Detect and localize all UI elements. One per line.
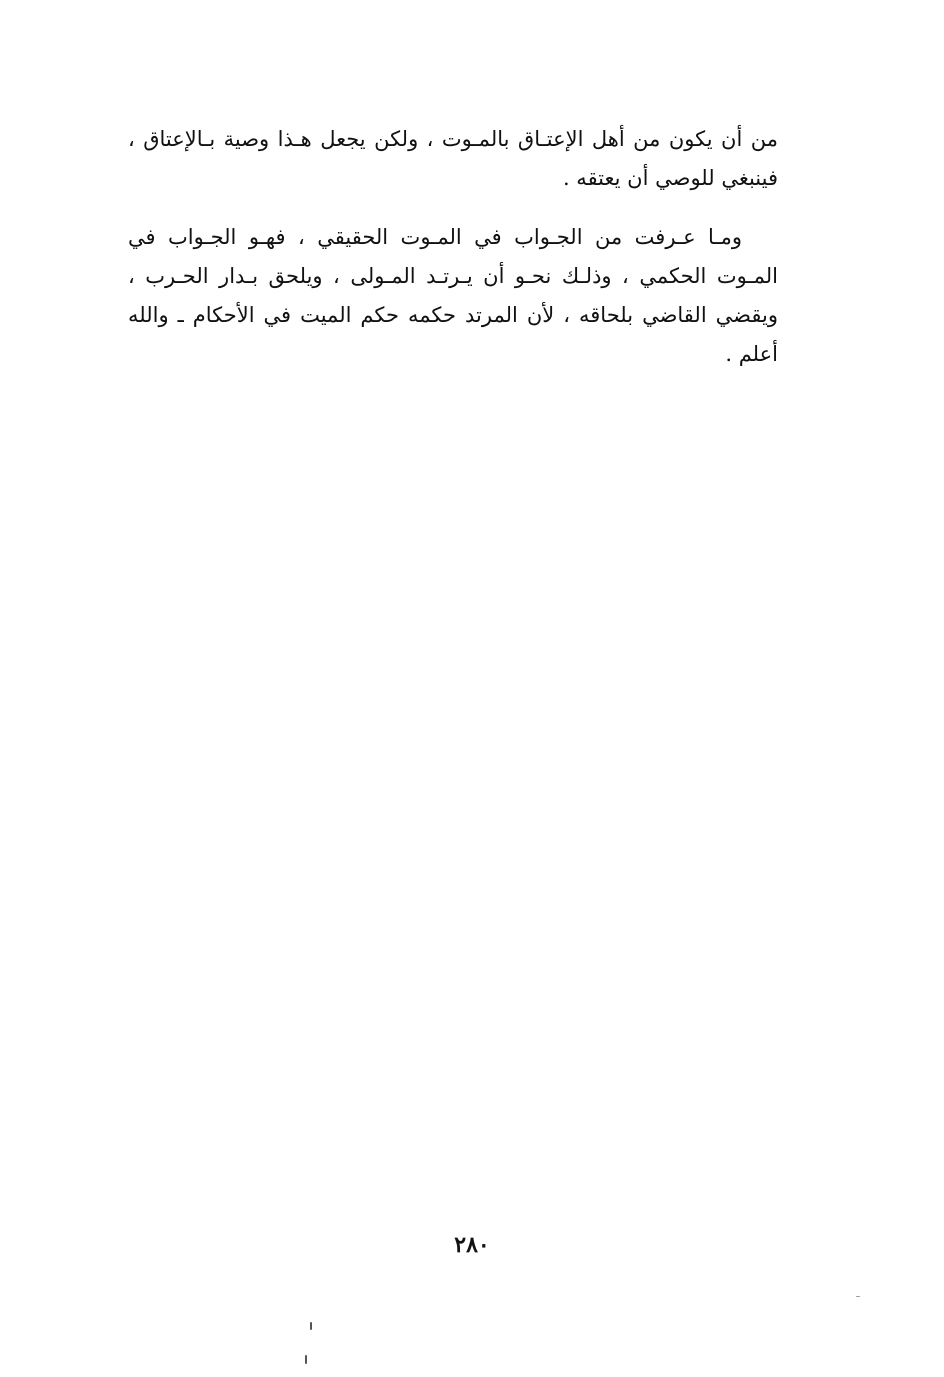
paragraph-2: ومـا عـرفت من الجـواب في المـوت الحقيقي ، فهـو الجـواب في المـوت الحكمي ، وذلـك نحـو أن يـرتـد المـولى ، ويلحق بـدار الحـرب ، ويقضي القاضي بلحاقه ، لأن المرتد حكمه حكم الميت في الأحكام ـ والله أعلم . (128, 225, 778, 366)
scan-speck (856, 1296, 860, 1297)
scan-speck (310, 1322, 312, 1330)
page-number: ٢٨٠ (454, 1232, 490, 1258)
paragraph-1: من أن يكون من أهل الإعتـاق بالمـوت ، ولكن يجعل هـذا وصية بـالإعتاق ، فينبغي للوصي أن يعتقه . (128, 127, 778, 190)
scan-speck (305, 1355, 307, 1364)
